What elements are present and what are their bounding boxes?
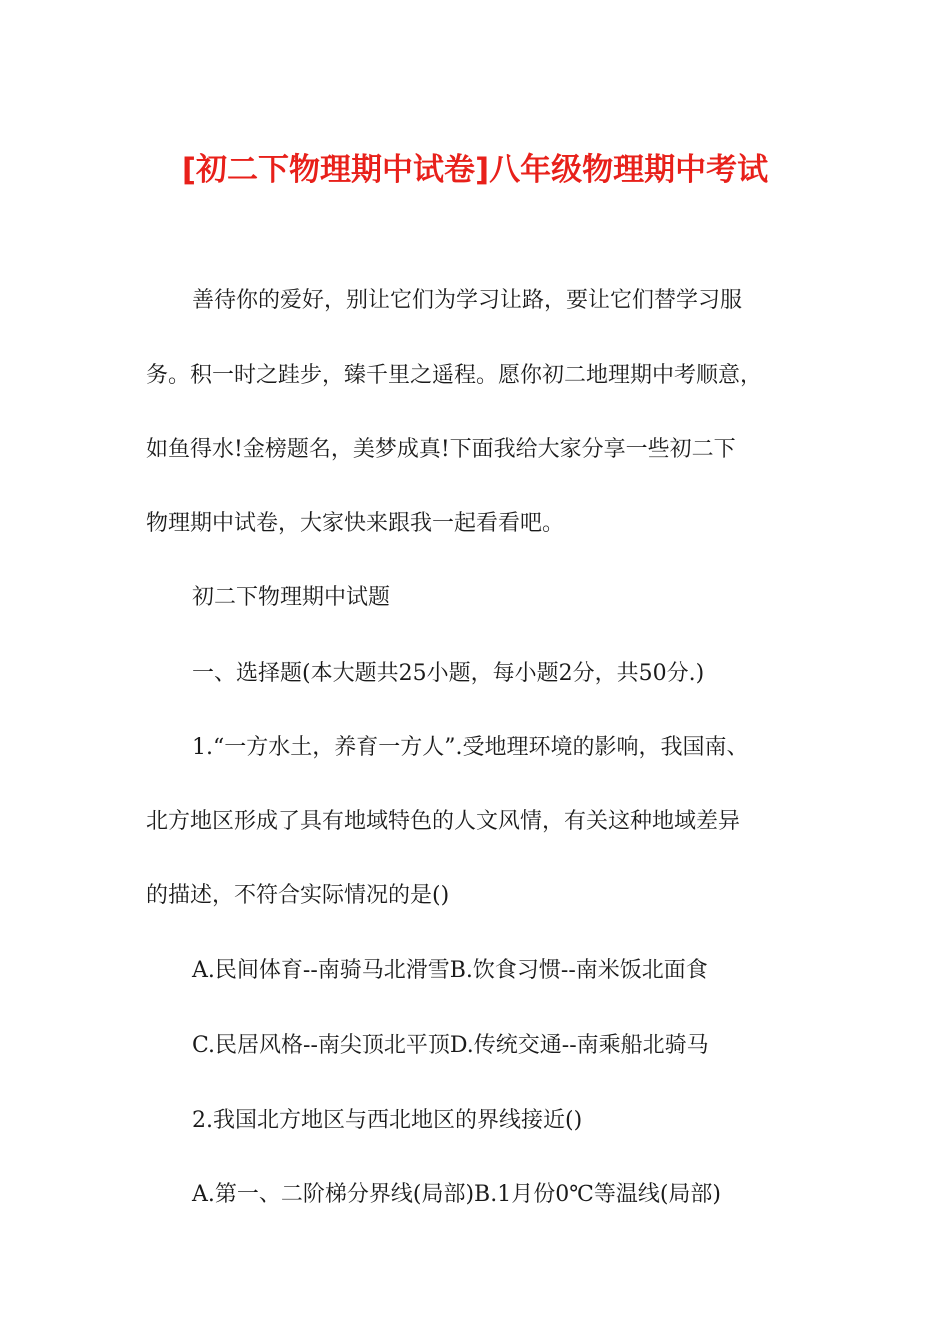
question-2-line-1: 2.我国北方地区与西北地区的界线接近() <box>192 1108 583 1133</box>
question-1-options-cd: C.民居风格--南尖顶北平顶D.传统交通--南乘船北骑马 <box>192 1033 709 1058</box>
question-1-line-1: 1.“一方水土，养育一方人”.受地理环境的影响，我国南、 <box>192 735 749 760</box>
question-1-options-ab: A.民间体育--南骑马北滑雪B.饮食习惯--南米饭北面食 <box>192 958 708 983</box>
question-1-line-3: 的描述，不符合实际情况的是() <box>146 883 450 908</box>
question-2-options-ab: A.第一、二阶梯分界线(局部)B.1月份0℃等温线(局部) <box>192 1182 721 1207</box>
paragraph-line-1: 善待你的爱好，别让它们为学习让路，要让它们替学习服 <box>192 288 743 313</box>
question-1-line-2: 北方地区形成了具有地域特色的人文风情，有关这种地域差异 <box>146 809 741 834</box>
question-section-header: 一、选择题(本大题共25小题，每小题2分，共50分.) <box>192 661 705 686</box>
paragraph-line-4: 物理期中试卷，大家快来跟我一起看看吧。 <box>146 511 565 536</box>
paragraph-line-2: 务。积一时之跬步，臻千里之遥程。愿你初二地理期中考顺意， <box>146 363 763 388</box>
document-title: [初二下物理期中试卷]八年级物理期中考试 <box>181 152 769 188</box>
section-heading: 初二下物理期中试题 <box>192 585 391 610</box>
paragraph-line-3: 如鱼得水!金榜题名，美梦成真!下面我给大家分享一些初二下 <box>146 437 736 462</box>
